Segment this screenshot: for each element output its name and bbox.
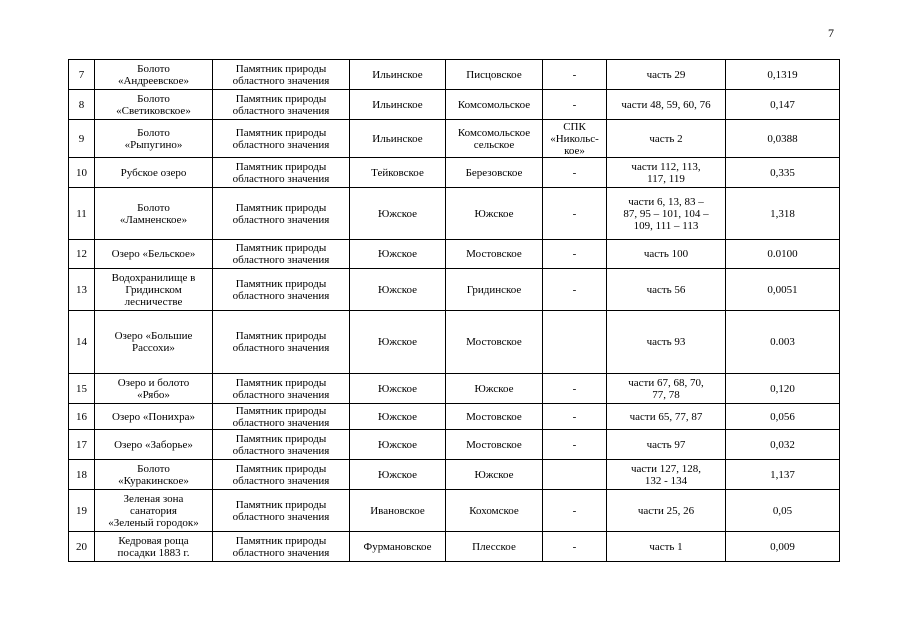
settlement-cell — [446, 158, 543, 188]
cell-text-line: Памятник природы — [235, 432, 327, 445]
row-number-cell: 13 — [69, 269, 95, 311]
cell-text-line: часть 93 — [646, 336, 686, 348]
land-user-cell — [543, 404, 607, 430]
district-cell — [350, 404, 446, 430]
cell-text-line: Южское — [474, 382, 514, 395]
cell-text-line: областного значения — [232, 138, 330, 151]
row-number-cell: 15 — [69, 374, 95, 404]
forest-quarters-cell — [607, 188, 726, 240]
cell-text-line: Зеленая зона — [123, 492, 184, 505]
land-user-cell — [543, 158, 607, 188]
cell-text-line: части 25, 26 — [637, 504, 695, 517]
row-number-cell: 18 — [69, 460, 95, 490]
cell-text-line: областного значения — [232, 510, 330, 523]
cell-text-line: части 67, 68, 70, — [628, 376, 704, 389]
cell-text-line: «Никольс- — [550, 132, 599, 145]
settlement-cell — [446, 532, 543, 562]
settlement-cell — [446, 90, 543, 120]
cell-text-line: - — [572, 207, 577, 220]
object-name-cell — [95, 460, 213, 490]
row-number-cell: 19 — [69, 490, 95, 532]
cell-text-line: Гридинское — [466, 283, 522, 296]
row-number-cell: 10 — [69, 158, 95, 188]
cell-text-line: Памятник природы — [235, 62, 327, 75]
forest-quarters-cell — [607, 90, 726, 120]
land-user-cell — [543, 240, 607, 269]
category-cell — [213, 374, 350, 404]
row-number-cell: 11 — [69, 188, 95, 240]
row-number-cell: 7 — [69, 60, 95, 90]
cell-text-line: «Рябо» — [137, 388, 170, 401]
area-cell: 0,056 — [726, 404, 840, 430]
cell-text-line: Памятник природы — [235, 242, 327, 254]
area-cell: 0,032 — [726, 430, 840, 460]
cell-text-line: кое» — [564, 144, 585, 157]
category-cell — [213, 311, 350, 374]
cell-text-line: Кедровая роща — [118, 534, 189, 547]
cell-text-line: Комсомольское — [457, 126, 531, 139]
cell-text-line: «Зеленый городок» — [108, 516, 199, 529]
cell-text-line: часть 97 — [646, 438, 686, 451]
forest-quarters-cell — [607, 460, 726, 490]
cell-text-line: областного значения — [232, 388, 330, 401]
cell-text-line: Памятник природы — [235, 92, 327, 105]
cell-text-line: Болото — [137, 62, 170, 75]
settlement-cell — [446, 460, 543, 490]
cell-text-line: Озеро «Понихра» — [111, 410, 196, 423]
cell-text-line: лесничестве — [124, 295, 183, 308]
cell-text-line: Тейковское — [371, 166, 424, 179]
table-row — [69, 490, 840, 532]
page-number: 7 — [828, 26, 834, 40]
table-row — [69, 532, 840, 562]
settlement-cell — [446, 311, 543, 374]
cell-text-line: областного значения — [232, 474, 330, 487]
cell-text-line: Ильинское — [372, 132, 423, 145]
cell-text-line: Памятник природы — [235, 126, 327, 139]
district-cell — [350, 430, 446, 460]
cell-text-line: Южское — [377, 468, 418, 481]
cell-text-line: сельское — [473, 138, 515, 151]
cell-text-line: областного значения — [232, 342, 330, 354]
cell-text-line: Памятник природы — [235, 160, 327, 173]
forest-quarters-cell — [607, 158, 726, 188]
cell-text-line: Памятник природы — [235, 330, 327, 342]
cell-text-line: областного значения — [232, 104, 330, 117]
cell-text-line: Ивановское — [370, 504, 425, 517]
row-number-cell: 14 — [69, 311, 95, 374]
object-name-cell — [95, 430, 213, 460]
category-cell — [213, 490, 350, 532]
district-cell — [350, 158, 446, 188]
cell-text-line: Памятник природы — [235, 376, 327, 389]
forest-quarters-cell — [607, 404, 726, 430]
row-number-cell: 16 — [69, 404, 95, 430]
settlement-cell — [446, 269, 543, 311]
forest-quarters-cell — [607, 374, 726, 404]
settlement-cell — [446, 374, 543, 404]
settlement-cell — [446, 430, 543, 460]
object-name-cell — [95, 120, 213, 158]
settlement-cell — [446, 120, 543, 158]
area-cell: 0,0388 — [726, 120, 840, 158]
cell-text-line: Комсомольское — [457, 98, 531, 111]
cell-text-line: части 65, 77, 87 — [629, 410, 703, 423]
cell-text-line: Южское — [377, 410, 418, 423]
cell-text-line: Озеро «Заборье» — [114, 438, 193, 451]
table-row — [69, 90, 840, 120]
district-cell — [350, 240, 446, 269]
forest-quarters-cell — [607, 120, 726, 158]
object-name-cell — [95, 490, 213, 532]
cell-text-line: Южское — [377, 382, 418, 395]
cell-text-line: Южское — [377, 283, 418, 296]
cell-text-line: часть 29 — [646, 68, 686, 81]
area-cell: 0,05 — [726, 490, 840, 532]
district-cell — [350, 188, 446, 240]
district-cell — [350, 460, 446, 490]
cell-text-line: областного значения — [232, 254, 330, 266]
cell-text-line: - — [572, 98, 577, 111]
table-row — [69, 120, 840, 158]
settlement-cell — [446, 240, 543, 269]
cell-text-line: Кохомское — [469, 504, 519, 517]
cell-text-line: - — [572, 166, 577, 179]
land-user-cell — [543, 374, 607, 404]
cell-text-line: - — [572, 540, 577, 553]
cell-text-line: Фурмановское — [363, 540, 432, 553]
table-row — [69, 404, 840, 430]
cell-text-line: Болото — [137, 92, 170, 105]
cell-text-line: областного значения — [232, 289, 330, 302]
table-row — [69, 60, 840, 90]
cell-text-line: - — [572, 504, 577, 517]
area-cell: 0,335 — [726, 158, 840, 188]
cell-text-line: части 112, 113, — [631, 160, 701, 173]
category-cell — [213, 158, 350, 188]
cell-text-line: Мостовское — [466, 410, 522, 423]
cell-text-line: Мостовское — [466, 438, 522, 451]
category-cell — [213, 532, 350, 562]
forest-quarters-cell — [607, 311, 726, 374]
area-cell: 0,120 — [726, 374, 840, 404]
object-name-cell — [95, 90, 213, 120]
table-row — [69, 269, 840, 311]
cell-text-line: - — [572, 68, 577, 81]
category-cell — [213, 430, 350, 460]
cell-text-line: Озеро «Большие — [114, 330, 193, 342]
cell-text-line: Памятник природы — [235, 404, 327, 417]
cell-text-line: областного значения — [232, 74, 330, 87]
cell-text-line: - — [572, 248, 577, 260]
land-user-cell — [543, 120, 607, 158]
object-name-cell — [95, 404, 213, 430]
settlement-cell — [446, 404, 543, 430]
cell-text-line: областного значения — [232, 213, 330, 226]
table-row — [69, 240, 840, 269]
cell-text-line: Памятник природы — [235, 534, 327, 547]
area-cell: 0.0100 — [726, 240, 840, 269]
district-cell — [350, 60, 446, 90]
cell-text-line: «Светиковское» — [116, 104, 191, 117]
forest-quarters-cell — [607, 269, 726, 311]
land-user-cell — [543, 269, 607, 311]
protected-areas-table — [68, 59, 840, 562]
cell-text-line: Болото — [137, 126, 170, 139]
object-name-cell — [95, 240, 213, 269]
object-name-cell — [95, 158, 213, 188]
row-number-cell: 20 — [69, 532, 95, 562]
cell-text-line: санатория — [130, 504, 177, 517]
table-row — [69, 430, 840, 460]
category-cell — [213, 404, 350, 430]
cell-text-line: часть 56 — [646, 283, 686, 296]
row-number-cell: 17 — [69, 430, 95, 460]
object-name-cell — [95, 188, 213, 240]
cell-text-line: 132 - 134 — [644, 474, 688, 487]
object-name-cell — [95, 532, 213, 562]
cell-text-line: Ильинское — [372, 98, 423, 111]
cell-text-line: 87, 95 – 101, 104 – — [623, 207, 709, 220]
cell-text-line: «Андреевское» — [117, 74, 189, 87]
cell-text-line: областного значения — [232, 444, 330, 457]
cell-text-line: часть 1 — [649, 540, 683, 553]
settlement-cell — [446, 490, 543, 532]
cell-text-line: Южское — [474, 468, 514, 481]
forest-quarters-cell — [607, 60, 726, 90]
cell-text-line: Южское — [377, 248, 418, 260]
cell-text-line: областного значения — [232, 172, 330, 185]
row-number-cell: 12 — [69, 240, 95, 269]
cell-text-line: - — [572, 382, 577, 395]
land-user-cell — [543, 90, 607, 120]
land-user-cell — [543, 430, 607, 460]
cell-text-line: Южское — [377, 336, 418, 348]
area-cell: 0.003 — [726, 311, 840, 374]
cell-text-line: Озеро «Бельское» — [111, 248, 196, 260]
category-cell — [213, 240, 350, 269]
cell-text-line: Ильинское — [372, 68, 423, 81]
cell-text-line: Памятник природы — [235, 462, 327, 475]
district-cell — [350, 120, 446, 158]
cell-text-line: «Ламненское» — [119, 213, 188, 226]
row-number-cell: 9 — [69, 120, 95, 158]
cell-text-line: областного значения — [232, 546, 330, 559]
cell-text-line: Памятник природы — [235, 498, 327, 511]
cell-text-line: части 48, 59, 60, 76 — [621, 98, 711, 111]
area-cell: 0,0051 — [726, 269, 840, 311]
cell-text-line: Водохранилище в — [111, 271, 196, 284]
land-user-cell — [543, 490, 607, 532]
area-cell: 0,009 — [726, 532, 840, 562]
table-row — [69, 374, 840, 404]
category-cell — [213, 269, 350, 311]
forest-quarters-cell — [607, 430, 726, 460]
table-row — [69, 158, 840, 188]
district-cell — [350, 311, 446, 374]
land-user-cell — [543, 532, 607, 562]
category-cell — [213, 60, 350, 90]
cell-text-line: Гридинском — [125, 283, 182, 296]
category-cell — [213, 188, 350, 240]
cell-text-line: - — [572, 283, 577, 296]
cell-text-line: 109, 111 – 113 — [633, 219, 699, 232]
cell-text-line: Памятник природы — [235, 201, 327, 214]
cell-text-line: части 6, 13, 83 – — [628, 195, 704, 208]
object-name-cell — [95, 60, 213, 90]
cell-text-line: «Куракинское» — [118, 474, 189, 487]
forest-quarters-cell — [607, 240, 726, 269]
table-row — [69, 460, 840, 490]
cell-text-line: Мостовское — [466, 336, 522, 348]
area-cell: 1,137 — [726, 460, 840, 490]
cell-text-line: Рассохи» — [132, 342, 175, 354]
forest-quarters-cell — [607, 490, 726, 532]
cell-text-line: Плесское — [472, 540, 516, 553]
cell-text-line: - — [572, 410, 577, 423]
cell-text-line: Болото — [137, 462, 170, 475]
table-row — [69, 188, 840, 240]
cell-text-line: Памятник природы — [235, 277, 327, 290]
settlement-cell — [446, 60, 543, 90]
cell-text-line: часть 100 — [643, 248, 689, 260]
district-cell — [350, 532, 446, 562]
cell-text-line: Южское — [377, 207, 418, 220]
land-user-cell — [543, 188, 607, 240]
object-name-cell — [95, 311, 213, 374]
cell-text-line: «Рыпугино» — [124, 138, 183, 151]
land-user-cell — [543, 460, 607, 490]
category-cell — [213, 120, 350, 158]
cell-text-line: Южское — [377, 438, 418, 451]
area-cell: 0,147 — [726, 90, 840, 120]
settlement-cell — [446, 188, 543, 240]
object-name-cell — [95, 374, 213, 404]
cell-text-line: Болото — [137, 201, 170, 214]
district-cell — [350, 90, 446, 120]
row-number-cell: 8 — [69, 90, 95, 120]
land-user-cell — [543, 311, 607, 374]
table-row — [69, 311, 840, 374]
district-cell — [350, 269, 446, 311]
area-cell: 1,318 — [726, 188, 840, 240]
area-cell: 0,1319 — [726, 60, 840, 90]
cell-text-line: Озеро и болото — [117, 376, 190, 389]
cell-text-line: части 127, 128, — [631, 462, 701, 475]
cell-text-line: часть 2 — [649, 132, 683, 145]
cell-text-line: Южское — [474, 207, 514, 220]
object-name-cell — [95, 269, 213, 311]
cell-text-line: посадки 1883 г. — [117, 546, 190, 559]
cell-text-line: 117, 119 — [647, 172, 685, 185]
cell-text-line: 77, 78 — [652, 388, 680, 401]
district-cell — [350, 490, 446, 532]
cell-text-line: областного значения — [232, 416, 330, 429]
cell-text-line: Березовское — [465, 166, 523, 179]
forest-quarters-cell — [607, 532, 726, 562]
cell-text-line: Мостовское — [466, 248, 522, 260]
district-cell — [350, 374, 446, 404]
cell-text-line: СПК — [563, 120, 586, 133]
category-cell — [213, 90, 350, 120]
cell-text-line: - — [572, 438, 577, 451]
category-cell — [213, 460, 350, 490]
cell-text-line: Рубское озеро — [120, 166, 187, 179]
land-user-cell — [543, 60, 607, 90]
cell-text-line: Писцовское — [466, 68, 522, 81]
